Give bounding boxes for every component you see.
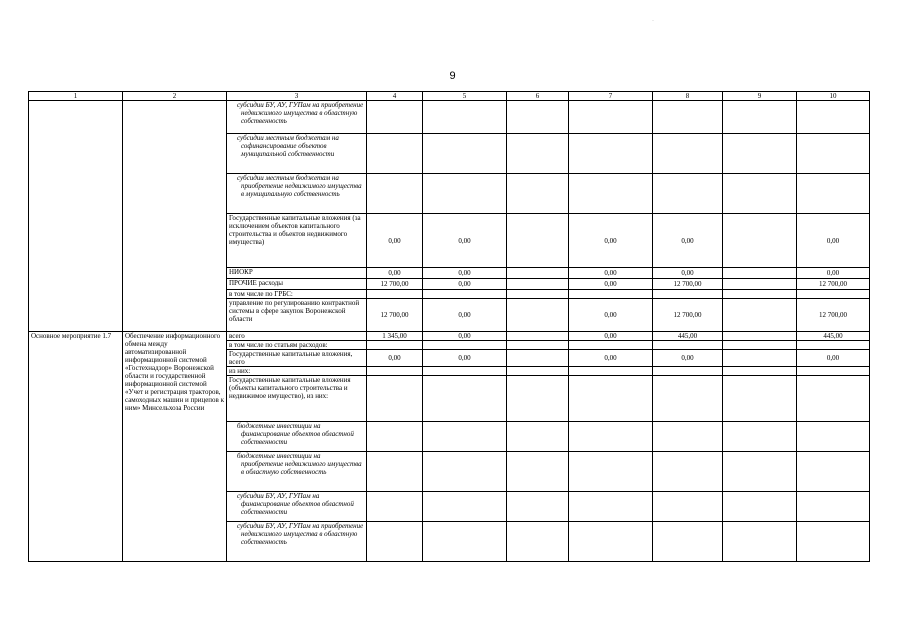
value-col-5 <box>423 134 507 174</box>
value-col-9 <box>723 268 797 279</box>
row-label: НИОКР <box>227 268 367 279</box>
value-col-6 <box>507 332 569 341</box>
value-col-9 <box>723 134 797 174</box>
value-col-10 <box>797 367 870 376</box>
value-col-8: 12 700,00 <box>653 299 723 332</box>
value-col-6 <box>507 350 569 367</box>
value-col-4 <box>367 452 423 492</box>
value-col-4 <box>367 492 423 522</box>
value-col-6 <box>507 452 569 492</box>
row-label: Государственные капитальные вложения (объекты капитального строительства и недвижимое имущество), из них: <box>227 376 367 422</box>
value-col-10 <box>797 101 870 134</box>
value-col-9 <box>723 376 797 422</box>
value-col-6 <box>507 299 569 332</box>
value-col-8: 12 700,00 <box>653 279 723 290</box>
value-col-7 <box>569 492 653 522</box>
value-col-4 <box>367 422 423 452</box>
value-col-7: 0,00 <box>569 350 653 367</box>
row-label: бюджетные инвестиции на приобретение недвижимого имущества в областную собственность <box>227 452 367 492</box>
value-col-7 <box>569 174 653 214</box>
value-col-8: 0,00 <box>653 214 723 268</box>
value-col-4: 0,00 <box>367 350 423 367</box>
table-row <box>29 101 870 134</box>
value-col-4: 0,00 <box>367 268 423 279</box>
measure-description: Обеспечение информационного обмена между автоматизированной информационной системой «Гостехнадзор» Воронежской области и государственной информационной системой «Учет и регистрация тракторов, самоходных машин и прицепов к ним» Минсельхоза России <box>123 332 227 562</box>
row-label: бюджетные инвестиции на финансирование объектов областной собственности <box>227 422 367 452</box>
value-col-10: 12 700,00 <box>797 279 870 290</box>
value-col-4: 12 700,00 <box>367 279 423 290</box>
row-label: Государственные капитальные вложения (за исключением объектов капитального строительства и объектов недвижимого имущества) <box>227 214 367 268</box>
value-col-9 <box>723 492 797 522</box>
value-col-6 <box>507 290 569 299</box>
value-col-8 <box>653 522 723 562</box>
value-col-10 <box>797 174 870 214</box>
value-col-5 <box>423 367 507 376</box>
header-col-6: 6 <box>507 92 569 101</box>
row-label: управление по регулированию контрактной системы в сфере закупок Воронежской области <box>227 299 367 332</box>
value-col-8 <box>653 341 723 350</box>
value-col-7: 0,00 <box>569 214 653 268</box>
value-col-5: 0,00 <box>423 279 507 290</box>
value-col-6 <box>507 492 569 522</box>
row-label: ПРОЧИЕ расходы <box>227 279 367 290</box>
value-col-4: 1 345,00 <box>367 332 423 341</box>
value-col-7 <box>569 376 653 422</box>
value-col-7: 0,00 <box>569 268 653 279</box>
value-col-5 <box>423 290 507 299</box>
value-col-10 <box>797 422 870 452</box>
value-col-10: 0,00 <box>797 214 870 268</box>
value-col-7 <box>569 290 653 299</box>
value-col-8 <box>653 367 723 376</box>
value-col-7: 0,00 <box>569 279 653 290</box>
value-col-8 <box>653 101 723 134</box>
value-col-6 <box>507 376 569 422</box>
value-col-7: 0,00 <box>569 299 653 332</box>
value-col-5 <box>423 522 507 562</box>
value-col-9 <box>723 332 797 341</box>
value-col-10 <box>797 376 870 422</box>
value-col-10 <box>797 134 870 174</box>
header-col-7: 7 <box>569 92 653 101</box>
value-col-7 <box>569 522 653 562</box>
value-col-8 <box>653 174 723 214</box>
table-row <box>29 332 870 341</box>
value-col-9 <box>723 214 797 268</box>
value-col-5 <box>423 492 507 522</box>
value-col-5: 0,00 <box>423 332 507 341</box>
value-col-5 <box>423 452 507 492</box>
value-col-4 <box>367 522 423 562</box>
measure-title: Основное мероприятие 1.7 <box>29 332 123 562</box>
value-col-5 <box>423 174 507 214</box>
value-col-8 <box>653 134 723 174</box>
value-col-10 <box>797 341 870 350</box>
row-label: субсидии местным бюджетам на софинансирование объектов муниципальной собственности <box>227 134 367 174</box>
corner-mark: · <box>652 18 654 24</box>
value-col-10: 445,00 <box>797 332 870 341</box>
value-col-6 <box>507 422 569 452</box>
row-label: из них: <box>227 367 367 376</box>
value-col-5 <box>423 422 507 452</box>
row-label: субсидии местным бюджетам на приобретение недвижимого имущества в муниципальную собственность <box>227 174 367 214</box>
header-col-3: 3 <box>227 92 367 101</box>
value-col-10 <box>797 492 870 522</box>
value-col-8 <box>653 492 723 522</box>
value-col-10: 12 700,00 <box>797 299 870 332</box>
row-label: субсидии БУ, АУ, ГУПам на финансирование объектов областной собственности <box>227 492 367 522</box>
value-col-9 <box>723 522 797 562</box>
value-col-4 <box>367 134 423 174</box>
value-col-10 <box>797 290 870 299</box>
prev-measure-cell <box>29 101 123 332</box>
header-col-10: 10 <box>797 92 870 101</box>
value-col-5: 0,00 <box>423 350 507 367</box>
value-col-8: 0,00 <box>653 350 723 367</box>
value-col-8 <box>653 452 723 492</box>
prev-desc-cell <box>123 101 227 332</box>
value-col-4 <box>367 174 423 214</box>
header-col-5: 5 <box>423 92 507 101</box>
value-col-4 <box>367 367 423 376</box>
row-label: в том числе по ГРБС: <box>227 290 367 299</box>
value-col-8: 0,00 <box>653 268 723 279</box>
value-col-4 <box>367 376 423 422</box>
row-label: субсидии БУ, АУ, ГУПам на приобретение недвижимого имущества в областную собственность <box>227 101 367 134</box>
value-col-10 <box>797 452 870 492</box>
value-col-10: 0,00 <box>797 268 870 279</box>
header-row <box>29 92 870 101</box>
value-col-6 <box>507 101 569 134</box>
value-col-4: 12 700,00 <box>367 299 423 332</box>
value-col-8 <box>653 290 723 299</box>
header-col-2: 2 <box>123 92 227 101</box>
value-col-6 <box>507 174 569 214</box>
row-label: субсидии БУ, АУ, ГУПам на приобретение недвижимого имущества в областную собственность <box>227 522 367 562</box>
value-col-5 <box>423 376 507 422</box>
value-col-8 <box>653 422 723 452</box>
value-col-4: 0,00 <box>367 214 423 268</box>
row-label: всего <box>227 332 367 341</box>
value-col-6 <box>507 341 569 350</box>
budget-table <box>28 91 870 562</box>
page-number: 9 <box>449 70 456 82</box>
header-col-8: 8 <box>653 92 723 101</box>
value-col-5 <box>423 341 507 350</box>
value-col-9 <box>723 367 797 376</box>
value-col-5: 0,00 <box>423 299 507 332</box>
value-col-7: 0,00 <box>569 332 653 341</box>
value-col-10 <box>797 522 870 562</box>
value-col-4 <box>367 290 423 299</box>
value-col-4 <box>367 341 423 350</box>
value-col-9 <box>723 299 797 332</box>
value-col-9 <box>723 350 797 367</box>
value-col-9 <box>723 101 797 134</box>
value-col-8: 445,00 <box>653 332 723 341</box>
value-col-9 <box>723 452 797 492</box>
value-col-9 <box>723 290 797 299</box>
value-col-4 <box>367 101 423 134</box>
value-col-5: 0,00 <box>423 268 507 279</box>
value-col-5: 0,00 <box>423 214 507 268</box>
value-col-9 <box>723 279 797 290</box>
value-col-6 <box>507 279 569 290</box>
value-col-7 <box>569 101 653 134</box>
value-col-6 <box>507 134 569 174</box>
value-col-10: 0,00 <box>797 350 870 367</box>
header-col-9: 9 <box>723 92 797 101</box>
value-col-6 <box>507 214 569 268</box>
value-col-5 <box>423 101 507 134</box>
value-col-6 <box>507 522 569 562</box>
value-col-8 <box>653 376 723 422</box>
row-label: в том числе по статьям расходов: <box>227 341 367 350</box>
value-col-7 <box>569 367 653 376</box>
header-col-1: 1 <box>29 92 123 101</box>
value-col-7 <box>569 341 653 350</box>
value-col-9 <box>723 174 797 214</box>
value-col-7 <box>569 134 653 174</box>
value-col-9 <box>723 422 797 452</box>
value-col-6 <box>507 367 569 376</box>
header-col-4: 4 <box>367 92 423 101</box>
value-col-7 <box>569 422 653 452</box>
value-col-9 <box>723 341 797 350</box>
row-label: Государственные капитальные вложения, всего <box>227 350 367 367</box>
value-col-7 <box>569 452 653 492</box>
value-col-6 <box>507 268 569 279</box>
